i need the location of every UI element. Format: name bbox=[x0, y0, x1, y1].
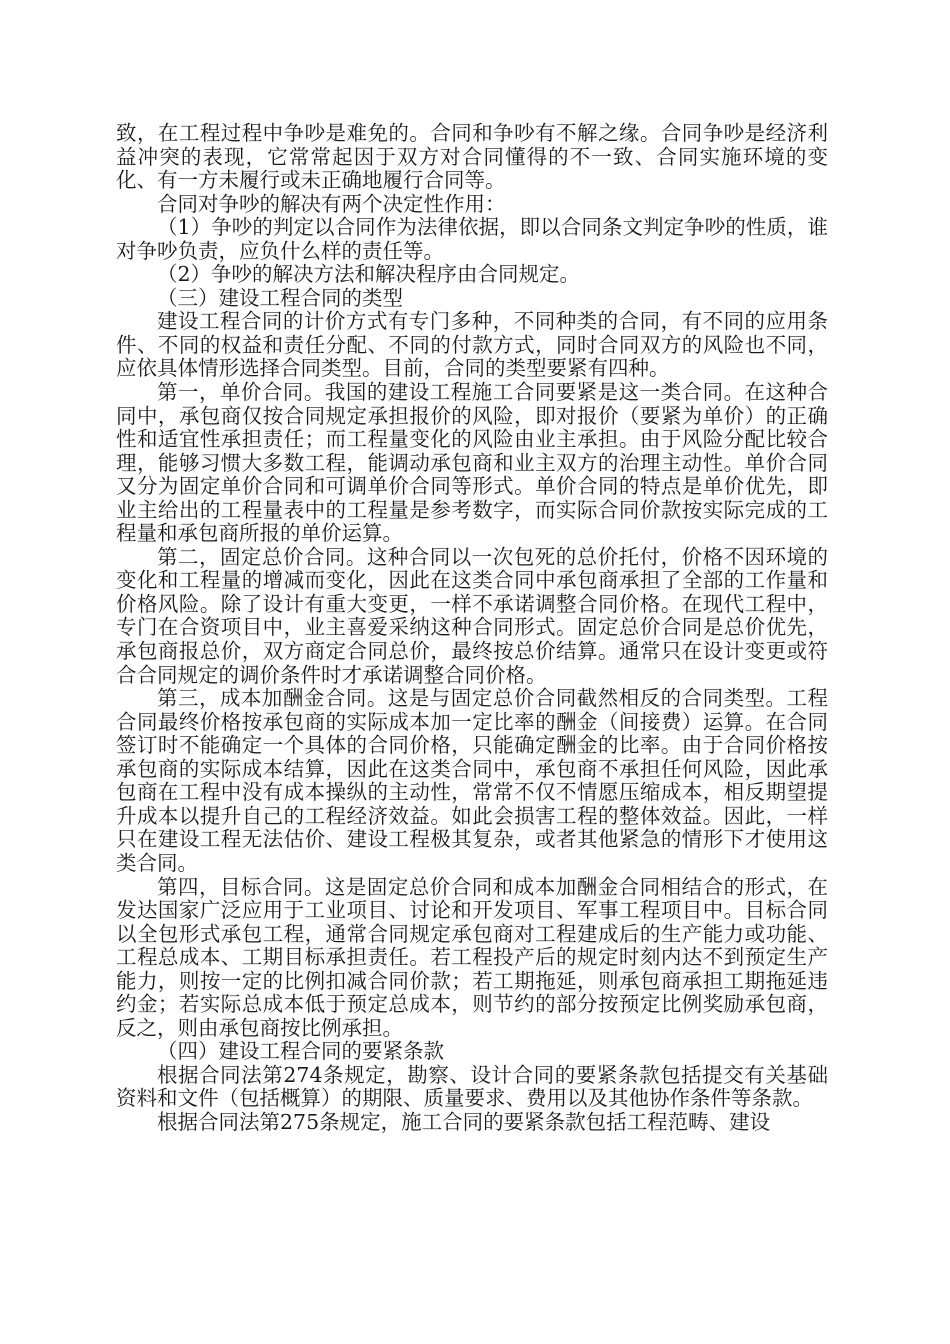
paragraph-article-274: 根据合同法第274条规定，勘察、设计合同的要紧条款包括提交有关基础资料和文件（包括概算）的期限、质量要求、费用以及其他协作条件等条款。 bbox=[116, 1062, 828, 1111]
paragraph-dispute-role: 合同对争吵的解决有两个决定性作用： bbox=[157, 191, 506, 216]
document-body bbox=[116, 122, 828, 1135]
section-heading-main-clauses: （四）建设工程合同的要紧条款 bbox=[157, 1039, 444, 1064]
paragraph-contract-types-intro: 建设工程合同的计价方式有专门多种，不同种类的合同，有不同的应用条件、不同的权益和责任分配、不同的付款方式，同时合同双方的风险也不同，应依具体情形选择合同类型。目前，合同的类型要紧有四种。 bbox=[116, 309, 828, 381]
paragraph-article-275: 根据合同法第275条规定，施工合同的要紧条款包括工程范畴、建设 bbox=[157, 1109, 771, 1134]
paragraph-fixed-total-contract: 第二，固定总价合同。这种合同以一次包死的总价托付，价格不因环境的变化和工程量的增减而变化，因此在这类合同中承包商承担了全部的工作量和价格风险。除了设计有重大变更，一样不承诺调整合同价格。在现代工程中，专门在合资项目中，业主喜爱采纳这种合同形式。固定总价合同是总价优先，承包商报总价，双方商定合同总价，最终按总价结算。通常只在设计变更或符合合同规定的调价条件时才承诺调整合同价格。 bbox=[116, 544, 828, 687]
paragraph-point-1: （1）争吵的判定以合同作为法律依据，即以合同条文判定争吵的性质，谁对争吵负责，应负什么样的责任等。 bbox=[116, 215, 828, 263]
paragraph-cost-plus-contract: 第三，成本加酬金合同。这是与固定总价合同截然相反的合同类型。工程合同最终价格按承包商的实际成本加一定比率的酬金（间接费）运算。在合同签订时不能确定一个具体的合同价格，只能确定酬金的比率。由于合同价格按承包商的实际成本结算，因此在这类合同中，承包商不承担任何风险，因此承包商在工程中没有成本操纵的主动性，常常不仅不情愿压缩成本，相反期望提升成本以提升自己的工程经济效益。如此会损害工程的整体效益。因此，一样只在建设工程无法估价、建设工程极其复杂，或者其他紧急的情形下才使用这类合同。 bbox=[116, 686, 828, 875]
paragraph-intro-continuation: 致，在工程过程中争吵是难免的。合同和争吵有不解之缘。合同争吵是经济利益冲突的表现，它常常起因于双方对合同懂得的不一致、合同实施环境的变化、有一方未履行或未正确地履行合同等。 bbox=[116, 121, 828, 193]
section-heading-contract-types: （三）建设工程合同的类型 bbox=[157, 285, 403, 310]
paragraph-point-2: （2）争吵的解决方法和解决程序由合同规定。 bbox=[157, 262, 581, 287]
paragraph-unit-price-contract: 第一，单价合同。我国的建设工程施工合同要紧是这一类合同。在这种合同中，承包商仅按合同规定承担报价的风险，即对报价（要紧为单价）的正确性和适宜性承担责任；而工程量变化的风险由业主承担。由于风险分配比较合理，能够习惯大多数工程，能调动承包商和业主双方的治理主动性。单价合同又分为固定单价合同和可调单价合同等形式。单价合同的特点是单价优先，即业主给出的工程量表中的工程量是参考数字，而实际合同价款按实际完成的工程量和承包商所报的单价运算。 bbox=[116, 380, 828, 546]
paragraph-target-contract: 第四，目标合同。这是固定总价合同和成本加酬金合同相结合的形式，在发达国家广泛应用于工业项目、讨论和开发项目、军事工程项目中。目标合同以全包形式承包工程，通常合同规定承包商对工程建成后的生产能力或功能、工程总成本、工期目标承担责任。若工程投产后的规定时刻内达不到预定生产能力，则按一定的比例扣减合同价款；若工期拖延，则承包商承担工期拖延违约金；若实际总成本低于预定总成本，则节约的部分按预定比例奖励承包商，反之，则由承包商按比例承担。 bbox=[116, 874, 828, 1040]
